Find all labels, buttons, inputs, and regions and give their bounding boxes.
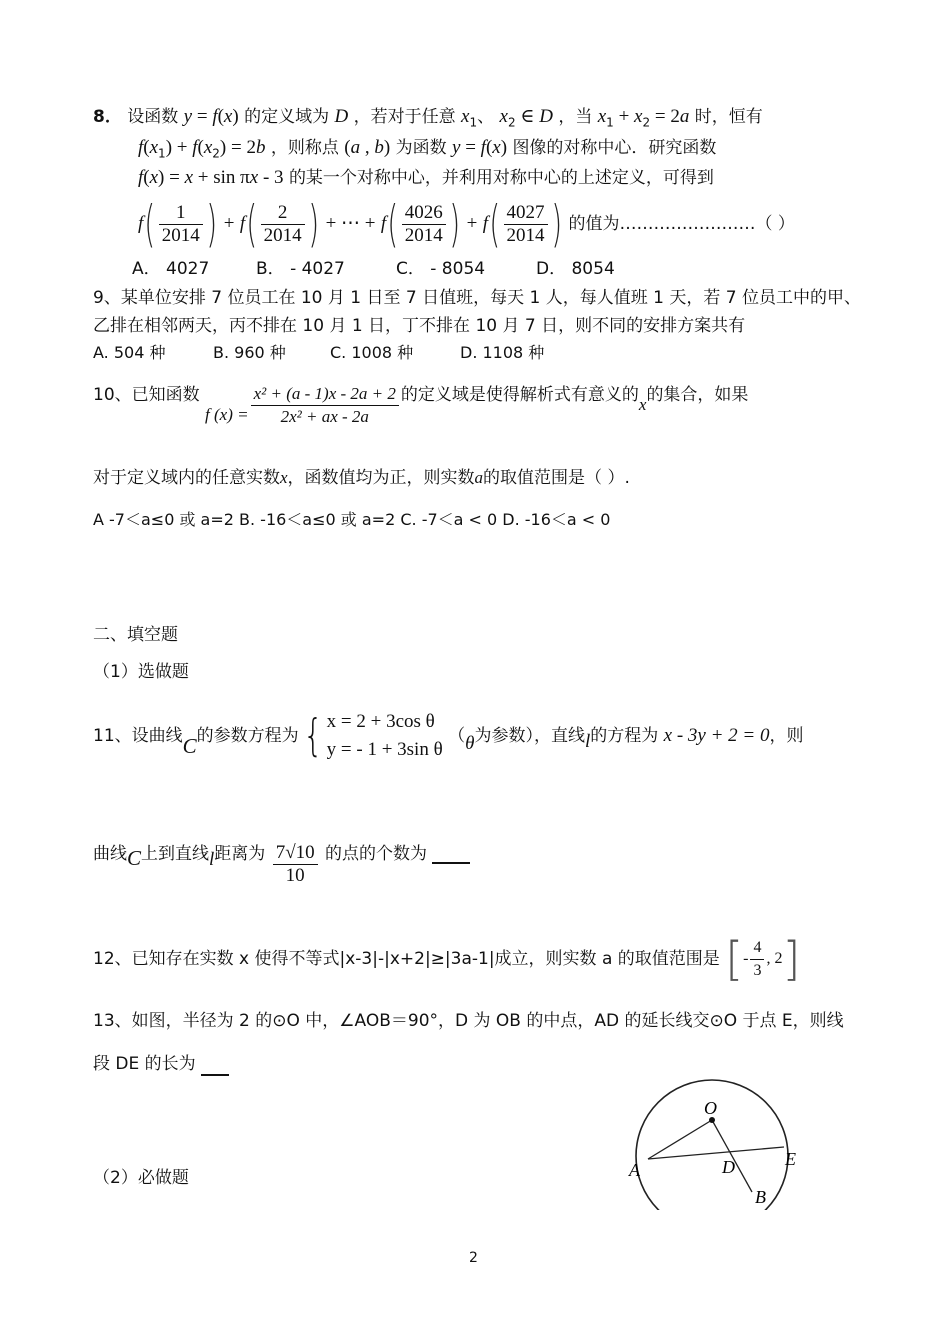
option: A. 504 种	[93, 343, 166, 362]
q8-math: )	[449, 195, 460, 253]
fraction	[504, 202, 548, 247]
q10-line1	[93, 380, 748, 440]
q8-line2: $f(x_1) + f(x_2) = 2b$ ，则称点 (a , b) 为函数 y = f(x) 图像的对称中心．研究函数	[138, 137, 717, 161]
q11-math: l	[209, 849, 215, 870]
q10-line2	[93, 466, 630, 490]
section-title: 二、填空题	[93, 625, 178, 645]
q8-math: x	[223, 106, 233, 127]
q10-math: x	[638, 395, 647, 414]
fraction-den: 2014	[506, 224, 545, 246]
q12-math: [	[725, 932, 744, 986]
q8-text: 时，恒有	[694, 107, 763, 127]
fraction	[402, 202, 446, 247]
q8-text: ，若对于任意	[353, 107, 456, 127]
q8-options	[132, 257, 615, 281]
circle-figure	[620, 1075, 820, 1210]
q8-math: y	[452, 137, 461, 158]
q8-math: )	[232, 106, 239, 127]
fraction	[750, 937, 764, 982]
fraction-num: 1	[159, 202, 203, 225]
q8-math: +	[223, 213, 235, 234]
option: B． - 4027	[256, 259, 345, 279]
q11-line2	[93, 842, 470, 902]
q10-text: ，函数值均为正，则实数	[287, 468, 475, 488]
q8-line3	[138, 166, 714, 190]
q8-math: +	[466, 213, 478, 234]
equation: x = 2 + 3cos θ	[326, 711, 435, 732]
fraction-num: 4026	[402, 202, 446, 225]
q9-options	[93, 341, 544, 365]
fraction	[273, 842, 318, 887]
q8-text: 为函数	[395, 138, 447, 158]
equation: y = - 1 + 3sin θ	[326, 739, 443, 760]
q9-line2: 乙排在相邻两天，丙不排在 10 月 1 日，丁不排在 10 月 7 日，则不同的安排方案共有	[93, 316, 746, 336]
q12-math: ]	[782, 932, 801, 986]
q8-math: a	[350, 137, 361, 158]
q8-text: 图像的对称中心．研究函数	[512, 138, 717, 158]
q8-math: f	[138, 137, 144, 158]
q8-math: = 2	[650, 106, 680, 127]
q10-text: 的定义域是使得解析式有意义的	[400, 385, 639, 405]
q8-math: f	[138, 213, 144, 234]
q8-math: b	[255, 137, 266, 158]
q8-math: b	[374, 137, 384, 158]
q11-text: 距离为	[214, 844, 266, 864]
q11-math: C	[127, 846, 142, 870]
q11-text: 的点的个数为	[325, 844, 428, 864]
option: D． 8054	[536, 259, 615, 279]
q12-line	[93, 932, 801, 992]
q8-math: (	[217, 106, 224, 127]
q8-line1: 8． 设函数 y = f(x) 的定义域为 D ，若对于任意 $x_1$、 $x_2$ ∈ D ，当 $x_1 + x_2 = 2a$ 时，恒有	[93, 106, 763, 130]
q8-math: x	[249, 167, 259, 188]
q8-math: + ⋯ +	[325, 213, 376, 234]
fraction	[251, 383, 399, 428]
q8-math: ) = 2	[219, 137, 256, 158]
q8-math: y	[183, 106, 193, 127]
q8-math: f	[380, 213, 387, 234]
q8-math: - 3	[258, 167, 284, 188]
q8-math: (	[344, 137, 351, 158]
q8-line4	[138, 196, 795, 254]
q8-math: f	[212, 106, 218, 127]
option: A． 4027	[132, 259, 210, 279]
q8-math: +	[613, 106, 635, 127]
q11-math: {	[302, 710, 323, 761]
label-e: E	[785, 1149, 796, 1169]
q8-text: 的某一个对称中心，并利用对称中心的上述定义，可得到	[288, 168, 714, 188]
q11-text: 曲线	[93, 844, 127, 864]
q8-math: ) =	[158, 167, 185, 188]
q8-math: (	[144, 195, 156, 253]
q10-math: x	[280, 468, 288, 487]
q12-math: -	[743, 950, 749, 967]
q8-math: (	[489, 195, 501, 253]
q8-math: f	[482, 213, 489, 234]
q8-math: =	[460, 137, 481, 158]
fraction-num: x² + (a - 1)x - 2a + 2	[251, 383, 399, 406]
q8-math: f	[239, 213, 246, 234]
q8-math: x	[492, 137, 501, 158]
q8-math: x	[149, 167, 159, 188]
q8-math: x	[184, 167, 194, 188]
q10-text: 对于定义域内的任意实数	[93, 468, 280, 488]
option: C． - 8054	[396, 259, 486, 279]
optional-heading: （1）选做题	[93, 662, 189, 682]
option: D. 1108 种	[460, 343, 545, 362]
q8-math: (	[485, 137, 493, 158]
fraction	[261, 202, 305, 247]
q8-math: D	[334, 106, 349, 127]
q11-text: ，则	[769, 726, 804, 746]
q8-text: 设函数	[127, 107, 179, 127]
q11-math: C	[182, 734, 197, 758]
fraction-den: 2x² + ax - 2a	[280, 406, 369, 426]
option: C. 1008 种	[330, 343, 414, 362]
label-a: A	[629, 1160, 640, 1180]
option: B. 960 种	[213, 343, 286, 362]
q8-math: (	[246, 195, 258, 253]
q9-line1: 9、某单位安排 7 位员工在 10 月 1 日至 7 日值班，每天 1 人，每人值班 1 天，若 7 位员工中的甲、	[93, 288, 861, 308]
q8-text: ，当	[558, 107, 593, 127]
segment-ob	[712, 1120, 752, 1192]
q8-math: f	[480, 137, 486, 158]
q8-math: =	[192, 106, 213, 127]
q8-text: 、	[477, 107, 495, 127]
q11-text: 的参数方程为	[196, 726, 299, 746]
q11-line1	[93, 708, 803, 768]
fraction-num: 4	[750, 937, 764, 960]
q10-text: 10、已知函数	[93, 385, 200, 405]
q11-text: 上到直线	[141, 844, 210, 864]
fraction-num: 4027	[504, 202, 548, 225]
q8-math: x	[499, 106, 508, 127]
q8-math: )	[500, 137, 508, 158]
answer-blank[interactable]	[201, 1056, 229, 1076]
q8-math: + sin π	[193, 167, 250, 188]
q11-math: θ	[465, 733, 475, 754]
q8-text: 的定义域为	[244, 107, 330, 127]
q8-math: (	[143, 137, 150, 158]
param-equations	[327, 708, 443, 764]
q8-text: ，则称点	[270, 138, 339, 158]
page-number: 2	[469, 1250, 478, 1266]
q8-math: (	[143, 167, 150, 188]
q8-text: 的值为……………………（ ）	[568, 214, 795, 234]
q13-line2	[93, 1052, 229, 1076]
q8-math: ) +	[165, 137, 193, 158]
q8-math: f	[192, 137, 198, 158]
q11-text: 为参数），直线	[474, 726, 585, 746]
fraction-den: 2014	[263, 224, 302, 246]
q11-text: 11、设曲线	[93, 726, 183, 746]
fraction-num: 7√10	[273, 842, 318, 865]
q11-text: （	[448, 726, 466, 746]
q12-text: 12、已知存在实数 x 使得不等式|x-3|-|x+2|≥|3a-1|成立，则实数 a 的取值范围是	[93, 949, 720, 969]
q8-math: )	[308, 195, 319, 253]
q8-math: (	[197, 137, 204, 158]
q10-math: a	[474, 468, 484, 487]
q10-math: f (x) =	[205, 405, 249, 424]
q8-math: a	[679, 106, 690, 127]
fraction-den: 3	[753, 961, 762, 979]
q8-math: x	[149, 137, 159, 158]
q8-math: )	[206, 195, 217, 253]
q13-text: 段 DE 的长为	[93, 1054, 196, 1074]
q12-math: , 2	[766, 950, 783, 967]
q11-line-equation: x - 3y + 2 = 0	[663, 725, 770, 746]
q11-math: l	[584, 731, 591, 752]
q8-number: 8．	[93, 107, 122, 127]
label-b: B	[755, 1187, 766, 1207]
label-d: D	[722, 1157, 735, 1177]
segment-ae	[648, 1147, 784, 1159]
q10-text: 的集合，如果	[646, 385, 749, 405]
q8-math: ∈	[515, 106, 540, 127]
fraction-den: 2014	[161, 224, 200, 246]
q8-math: x	[461, 106, 470, 127]
label-o: O	[704, 1098, 717, 1118]
required-heading: （2）必做题	[93, 1168, 189, 1188]
q8-math: ,	[360, 137, 375, 158]
q8-math: x	[203, 137, 213, 158]
q8-math: D	[539, 106, 553, 127]
q8-math: (	[387, 195, 399, 253]
fraction	[159, 202, 203, 247]
q8-math: x	[634, 106, 643, 127]
answer-blank[interactable]	[432, 842, 470, 864]
q8-math: )	[383, 137, 391, 158]
q8-math: f	[138, 167, 144, 188]
q8-math: x	[597, 106, 607, 127]
segment-oa	[648, 1120, 712, 1159]
q10-options: A -7＜a≤0 或 a=2 B. -16＜a≤0 或 a=2 C. -7＜a < 0 D. -16＜a < 0	[93, 510, 611, 529]
fraction-den: 2014	[404, 224, 443, 246]
fraction-num: 2	[261, 202, 305, 225]
q13-line1: 13、如图，半径为 2 的⊙O 中，∠AOB＝90°，D 为 OB 的中点，AD 的延长线交⊙O 于点 E，则线	[93, 1011, 844, 1031]
q11-text: 的方程为	[590, 726, 659, 746]
q10-text: 的取值范围是（ ）.	[483, 468, 630, 488]
q8-math: )	[550, 195, 562, 253]
fraction-den: 10	[285, 865, 305, 886]
